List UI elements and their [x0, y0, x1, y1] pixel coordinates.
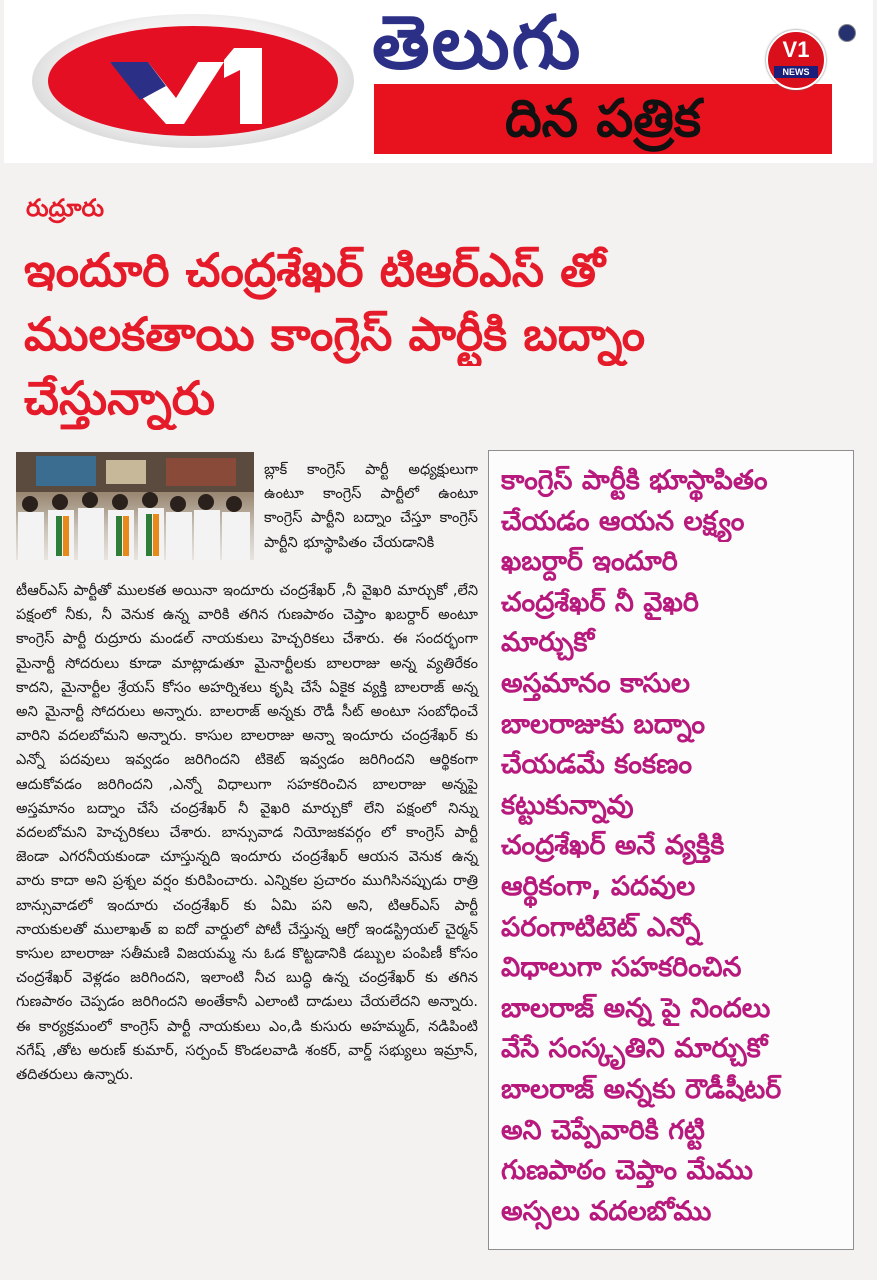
badge-news-label: NEWS: [774, 66, 818, 78]
highlight-line: అస్తమానం కాసుల: [501, 667, 691, 699]
highlight-line: మార్చుకో: [501, 627, 595, 659]
v1-news-badge: [766, 30, 826, 90]
highlight-line: పరంగాటిటెట్ ఎన్నో: [501, 911, 701, 943]
highlight-line: అని చెప్పేవారికి గట్టి: [501, 1114, 705, 1146]
masthead-subtitle: దిన పత్రిక: [504, 89, 702, 149]
highlight-line: కాంగ్రెస్ పార్టీకి భూస్థాపితం: [501, 465, 768, 496]
logo: [48, 26, 338, 136]
headline-line: ఇందూరి చంద్రశేఖర్ టిఆర్ఎస్ తో: [24, 243, 605, 297]
highlight-line: బాలరాజుకు బద్నాం: [501, 708, 706, 740]
highlight-line: బాలరాజ్ అన్న పై నిందలు: [501, 992, 771, 1024]
body-paragraph: బ్లాక్ కాంగ్రెస్ పార్టీ అధ్యక్షులుగా ఉంటూ కాంగ్రెస్ పార్టీలో ఉంటూ కాంగ్రెస్ పార్టీని బద్నాం చేస్తూ కాంగ్రెస్ పార్టీని భూస్థాపితం చేయడానికి: [264, 462, 478, 551]
highlight-line: గుణపాఠం చెప్తాం మేము: [501, 1155, 753, 1187]
headline-line: ములకతాయి కాంగ్రెస్ పార్టీకి బద్నాం: [24, 307, 646, 361]
highlight-line: ఖబర్దార్ ఇందూరి: [501, 546, 678, 578]
masthead: [4, 0, 873, 163]
group-photo-icon: [16, 452, 254, 560]
channel-icon: [838, 24, 856, 42]
highlight-line: బాలరాజ్ అన్నకు రౌడీషీటర్: [501, 1073, 782, 1105]
highlight-line: కట్టుకున్నావు: [501, 789, 634, 821]
highlight-line: విధాలుగా సహకరించిన: [501, 952, 742, 984]
highlight-box: [488, 450, 854, 1250]
news-photo: [16, 452, 254, 560]
badge-text: V1: [782, 37, 810, 62]
highlight-line: చేయడం ఆయన లక్ష్యం: [501, 505, 745, 537]
dateline: రుద్రూరు: [26, 194, 105, 222]
article-body: [16, 579, 478, 1087]
highlight-line: చేయడమే కంకణం: [501, 749, 693, 781]
masthead-title: తెలుగు: [372, 4, 583, 82]
headline: [24, 238, 860, 430]
headline-line: చేస్తున్నారు: [24, 371, 215, 425]
article-body-intro: [264, 458, 478, 555]
highlight-line: ఆర్థికంగా, పదవుల: [501, 870, 696, 902]
highlight-line: చంద్రశేఖర్ అనే వ్యక్తికి: [501, 830, 725, 862]
highlight-line: అస్సలు వదలబోము: [501, 1195, 712, 1227]
highlight-line: వేసే సంస్కృతిని మార్చుకో: [501, 1033, 768, 1065]
body-paragraph: టీఆర్ఎస్ పార్టీతో ములకత అయినా ఇందూరు చంద్రశేఖర్ ,నీ వైఖరి మార్చుకో ,లేని పక్షంలో నీకు, నీ వెనుక ఉన్న వారికి తగిన గుణపాఠం చెప్తాం ఖబర్దార్ అంటూ కాంగ్రెస్ పార్టీ రుద్రూరు మండల్ నాయకులు హెచ్చరికలు చేశారు. ఈ సందర్భంగా మైనార్టీ సోదరులు కూడా మాట్లాడుతూ మైనార్టీలకు బాలరాజు అన్న వ్యతిరేకం కాదని, మైనార్టీల శ్రేయస్ కోసం అహర్నిశలు కృషి చేసే ఏకైక వ్యక్తి బాలరాజ్ అన్న అని మైనార్టీ సోదరులు అన్నారు. బాలరాజ్ అన్నకు రౌడీ సీట్ అంటూ సంబోధించే వారిని వదలబోమని అన్నారు. కాసుల బాలరాజు అన్నా ఇందూరు చంద్రశేఖర్ కు ఎన్నో పదవులు ఇవ్వడం జరిగిందని టికెట్ ఇవ్వడం జరిగిందని ఆర్థికంగా ఆదుకోవడం జరిగిందని ,ఎన్నో విధాలుగా సహకరించిన బాలరాజు అన్నపై అస్తమానం బద్నాం చేసే చంద్రశేఖర్ నీ వైఖరి మార్చుకో లేని పక్షంలో నిన్ను వదలబోమని హెచ్చరికలు చేశారు. బాన్సువాడ నియోజకవర్గం లో కాంగ్రెస్ పార్టీ జెండా ఎగరనీయకుండా చూస్తున్నది ఇందూరు చంద్రశేఖర్ ఆయన వెనుక ఉన్న వారు కాదా అని ప్రశ్నల వర్షం కురిపించారు. ఎన్నికల ప్రచారం ముగిసినప్పుడు రాత్రి బాన్సువాడలో ఇందూరు చంద్రశేఖర్ కు ఏమి పని అని, టిఆర్ఎస్ పార్టీ నాయకులతో ములాఖత్ ఐ ఐదో వార్డులో పోటీ చేస్తున్న ఆగ్రో ఇండస్ట్రియల్ చైర్మన్ కాసుల బాలరాజు సతీమణి విజయమ్మ ను ఓడ కొట్టడానికి డబ్బుల పంపిణీ కోసం చంద్రశేఖర్ వెళ్లడం జరిగిందని, ఇలాంటి నీచ బుద్ధి ఉన్న చంద్రశేఖర్ కు తగిన గుణపాఠం చెప్పడం జరిగిందని అంతేకానీ ఎలాంటి దాడులు చేయలేదని అన్నారు. ఈ కార్యక్రమంలో కాంగ్రెస్ పార్టీ నాయకులు ఎం,డి కుసురు అహమ్మద్, నడిపింటి నగేష్ ,తోట అరుణ్ కుమార్, సర్పంచ్ కొండలవాడి శంకర్, వార్డ్ సభ్యులు ఇమ్రాన్, తదితరులు ఉన్నారు.: [16, 583, 478, 1084]
masthead-subtitle-bar: [374, 84, 832, 154]
v1-logo-icon: [48, 26, 338, 136]
highlight-line: చంద్రశేఖర్ నీ వైఖరి: [501, 586, 699, 618]
